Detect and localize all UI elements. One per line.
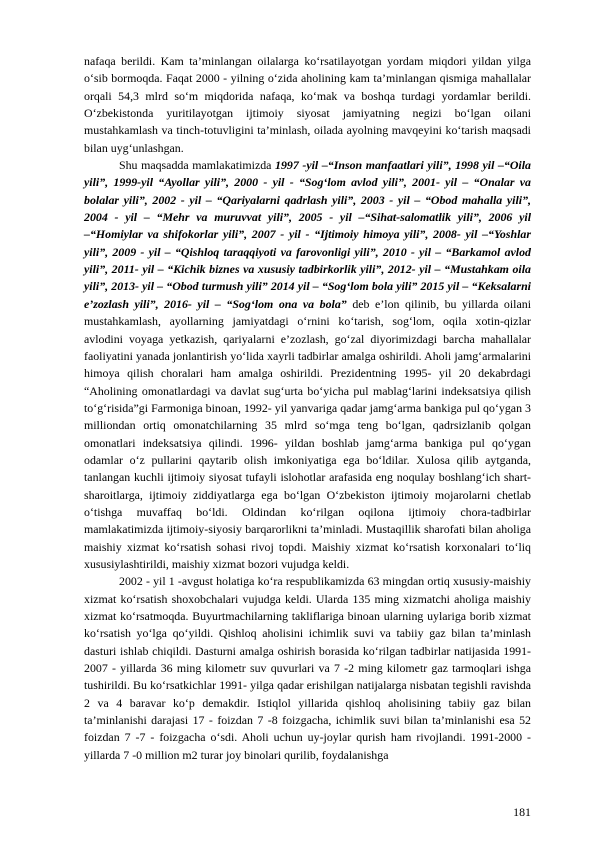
paragraph-1: nafaqa berildi. Kam ta’minlangan oilalarga ko‘rsatilayotgan yordam miqdori yildan yilga o‘sib bormoqda. Faqat 2000 - yilning o‘zida aholining kam ta’minlangan qismiga mahallalar orqali 54,3 mlrd so‘m miqdorida nafaqa, ko‘mak va boshqa turdagi yordamlar berildi. O‘zbekistonda yuritilayotgan ijtimoiy siyosat jamiyatning negizi bo‘lgan oilani mustahkamlash va tinch-totuvligini ta’minlash, oilada ayolning mavqeyini ko‘tarish maqsadi bilan uyg‘unlashgan. bbox=[84, 54, 531, 155]
paragraph-2 bbox=[84, 157, 531, 573]
page-number: 181 bbox=[513, 805, 531, 819]
paragraph-2-year-themes: 1997 -yil –“Inson manfaatlari yili”, 1998 yil –“Oila yili”, 1999-yil “Ayollar yili”, 2000 - yil - “Sog‘lom avlod yili”, 2001- yil – “Onalar va bolalar yili”, 2002 - yil – “Qariyalarni qadrlash yili”, 2003 - yil – “Obod mahalla yili”, 2004 - yil – “Mehr va muruvvat yili”, 2005 - yil –“Sihat-salomatlik yili”, 2006 yil –“Homiylar va shifokorlar yili”, 2007 - yil - “Ijtimoiy himoya yili”, 2008- yil –“Yoshlar yili”, 2009 - yil – “Qishloq taraqqiyoti va farovonligi yili”, 2010 - yil – “Barkamol avlod yili”, 2011- yil – “Kichik biznes va xususiy tadbirkorlik yili”, 2012- yil – “Mustahkam oila yili”, 2013- yil – “Obod turmush yili” 2014 yil – “Sog‘lom bola yili” 2015 yil – “Keksalarni e’zozlash yili”, 2016- yil – “Sog‘lom ona va bola” bbox=[84, 158, 531, 311]
paragraph-2-body: deb e’lon qilinib, bu yillarda oilani mustahkamlash, ayollarning jamiyatdagi o‘rnini ko‘tarish, sog‘lom, oqila xotin-qizlar avlodini voyaga yetkazish, qariyalarni e’zozlash, go‘zal diyorimizdagi barcha mahallalar faoliyatini yanada jonlantirish yo‘lida xayrli tadbirlar amalga oshirildi. Aholi jamg‘armalarini himoya qilish choralari ham amalga oshirildi. Prezidentning 1995- yil 20 dekabrdagi “Aholining omonatlardagi va davlat sug‘urta bo‘yicha pul mablag‘larini indeksatsiya qilish to‘g‘risida”gi Farmoniga binoan, 1992- yil yanvariga qadar jamg‘arma bankiga pul qo‘ygan 3 milliondan ortiq omonatchilarning 35 mlrd so‘mga teng bo‘lgan, qadrsizlanib qolgan omonatlari indeksatsiya qilindi. 1996- yildan boshlab jamg‘arma bankiga pul qo‘ygan odamlar o‘z pullarini qaytarib olish imkoniyatiga ega bo‘ldilar. Xulosa qilib aytganda, tanlangan kuchli ijtimoiy siyosat tufayli islohotlar arafasida eng noqulay boshlang‘ich shart-sharoitlarga, ijtimoiy ziddiyatlarga ega bo‘lgan O‘zbekiston ijtimoiy mojarolarni chetlab o‘tishga muvaffaq bo‘ldi. Oldindan ko‘rilgan oqilona ijtimoiy chora-tadbirlar mamlakatimizda ijtimoiy-siyosiy barqarorlikni ta’minladi. Mustaqillik sharofati bilan aholiga maishiy xizmat ko‘rsatish sohasi rivoj topdi. Maishiy xizmat ko‘rsatish korxonalari to‘liq xususiylashtirildi, maishiy xizmat bozori vujudga keldi. bbox=[84, 296, 531, 571]
paragraph-3: 2002 - yil 1 -avgust holatiga ko‘ra respublikamizda 63 mingdan ortiq xususiy-maishiy xizmat ko‘rsatish shoxobchalari vujudga keldi. Ularda 135 ming xizmatchi aholiga maishiy xizmat ko‘rsatmoqda. Buyurtmachilarning takliflariga binoan ularning uylariga borib xizmat ko‘rsatish yo‘lga qo‘yildi. Qishloq aholisini ichimlik suvi va tabiiy gaz bilan ta’minlash dasturi ishlab chiqildi. Dasturni amalga oshirish borasida ko‘rilgan tadbirlar natijasida 1991-2007 - yillarda 36 ming kilometr suv quvurlari va 7 -2 ming kilometr gaz tarmoqlari ishga tushirildi. Bu ko‘rsatkichlar 1991- yilga qadar erishilgan natijalarga nisbatan tegishli ravishda 2 va 4 baravar ko‘p demakdir. Istiqlol yillarida qishloq aholisining tabiiy gaz bilan ta’minlanishi darajasi 17 - foizdan 7 -8 foizgacha, ichimlik suvi bilan ta’minlanishi esa 52 foizdan 7 -7 - foizgacha o‘sdi. Aholi uchun uy-joylar qurish ham rivojlandi. 1991-2000 - yillarda 7 -0 million m2 turar joy binolari qurilib, foydalanishga bbox=[84, 574, 531, 762]
paragraph-2-intro: Shu maqsadda mamlakatimizda bbox=[119, 158, 276, 173]
page-body bbox=[84, 53, 531, 764]
